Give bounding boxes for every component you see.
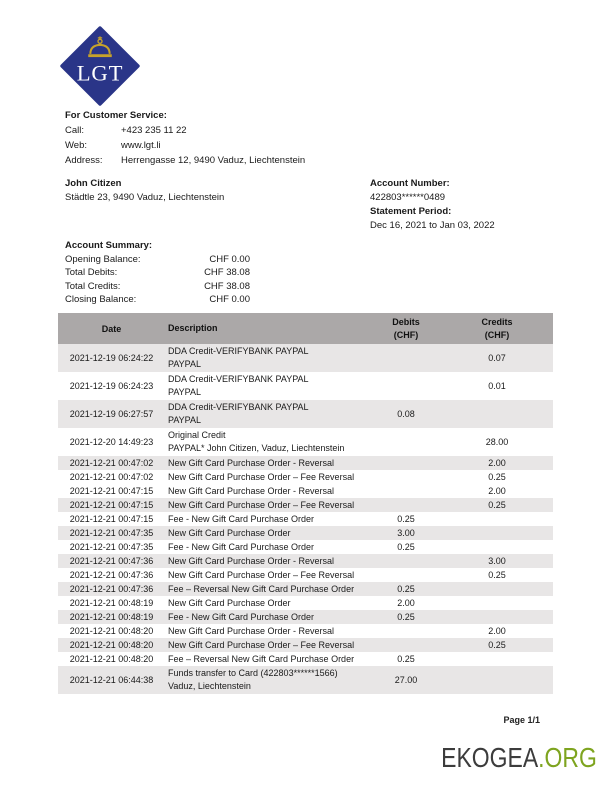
- transaction-row: [58, 624, 553, 638]
- transaction-description-line: New Gift Card Purchase Order – Fee Reversal: [168, 499, 355, 510]
- summary-row-value: CHF 0.00: [209, 253, 250, 265]
- transaction-debit: [365, 624, 447, 638]
- transaction-debit: [365, 456, 447, 470]
- customer-service-row-value: Herrengasse 12, 9490 Vaduz, Liechtenstein: [121, 155, 306, 166]
- customer-service-row-label: Address:: [65, 155, 103, 166]
- transaction-date: 2021-12-19 06:27:57: [69, 409, 154, 419]
- header-date: Date: [101, 323, 122, 334]
- summary-row-label: Closing Balance:: [65, 294, 137, 305]
- customer-service-row-value: www.lgt.li: [121, 140, 161, 151]
- summary-row-label: Total Debits:: [65, 267, 118, 278]
- transaction-date: 2021-12-21 00:47:02: [69, 458, 154, 468]
- account-info-block: [370, 177, 495, 233]
- transaction-date: 2021-12-21 00:47:36: [69, 584, 154, 594]
- transaction-debit: [365, 484, 447, 498]
- transaction-date: 2021-12-21 00:47:36: [69, 556, 154, 566]
- transaction-date: 2021-12-20 14:49:23: [69, 437, 154, 447]
- transaction-description-line: Original Credit: [168, 430, 226, 440]
- transaction-credit: [447, 652, 547, 666]
- logo-text: LGT: [76, 60, 124, 86]
- customer-service-row-label: Call:: [65, 125, 85, 136]
- transaction-description-line: New Gift Card Purchase Order: [168, 527, 291, 538]
- account-summary-heading: Account Summary:: [65, 240, 153, 251]
- transaction-credit: [447, 596, 547, 610]
- transaction-description-line: PAYPAL: [168, 359, 202, 369]
- transaction-debit: [365, 638, 447, 652]
- customer-service-row: [65, 123, 305, 138]
- transaction-description-line: Fee - New Gift Card Purchase Order: [168, 611, 315, 622]
- ekogea-watermark: [441, 742, 597, 774]
- transaction-description: [165, 526, 365, 540]
- transaction-credit: 0.07: [488, 353, 506, 363]
- ekogea-brand-name: EKOGEA: [441, 742, 539, 773]
- transaction-description-line: New Gift Card Purchase Order – Fee Reversal: [168, 639, 355, 650]
- account-number-label: Account Number:: [370, 178, 450, 189]
- transaction-date: 2021-12-21 00:47:15: [69, 514, 154, 524]
- summary-row-label: Opening Balance:: [65, 253, 141, 265]
- statement-period-label: Statement Period:: [370, 206, 452, 217]
- transaction-description: [165, 344, 365, 372]
- transaction-row: [58, 372, 553, 400]
- transaction-description: [165, 512, 365, 526]
- transaction-credit: [447, 526, 547, 540]
- transaction-description-line: Fee – Reversal New Gift Card Purchase Order: [168, 583, 355, 594]
- transactions-table: [58, 313, 553, 694]
- transaction-debit: 0.25: [397, 542, 415, 552]
- header-credits-line2: (CHF): [484, 329, 510, 340]
- transaction-date: 2021-12-21 00:48:20: [69, 626, 154, 636]
- transaction-credit: [447, 540, 547, 554]
- transaction-debit: 2.00: [397, 598, 415, 608]
- account-number-value: 422803******0489: [370, 192, 446, 203]
- transaction-description: [165, 456, 365, 470]
- transaction-row: [58, 498, 553, 512]
- transaction-description-line: New Gift Card Purchase Order - Reversal: [168, 457, 335, 468]
- transaction-description-line: Vaduz, Liechtenstein: [168, 681, 251, 691]
- transaction-date: 2021-12-19 06:24:22: [69, 353, 154, 363]
- transaction-description: [165, 666, 365, 694]
- header-debits-line2: (CHF): [393, 329, 419, 340]
- header-debits-line1: Debits: [392, 316, 420, 327]
- transaction-debit: 0.25: [397, 612, 415, 622]
- transaction-row: [58, 610, 553, 624]
- transaction-debit: 0.25: [397, 584, 415, 594]
- transaction-description-line: Fee - New Gift Card Purchase Order: [168, 541, 315, 552]
- account-holder-name: John Citizen: [65, 178, 122, 189]
- customer-service-row: [65, 138, 305, 153]
- transaction-date: 2021-12-21 06:44:38: [69, 675, 154, 685]
- summary-row: [65, 253, 250, 267]
- transaction-row: [58, 582, 553, 596]
- account-holder-address: Städtle 23, 9490 Vaduz, Liechtenstein: [65, 192, 225, 203]
- header-credits: [447, 313, 547, 344]
- summary-row: [65, 280, 250, 294]
- transaction-debit: [365, 554, 447, 568]
- customer-service-row-label: Web:: [65, 140, 88, 151]
- customer-service-rows: [65, 123, 305, 168]
- transaction-debit: 27.00: [394, 675, 418, 685]
- transaction-description-line: DDA Credit-VERIFYBANK PAYPAL: [168, 346, 309, 356]
- lgt-logo: [58, 24, 142, 108]
- transaction-description-line: Fee - New Gift Card Purchase Order: [168, 513, 315, 524]
- transaction-description-line: DDA Credit-VERIFYBANK PAYPAL: [168, 374, 309, 384]
- customer-service-heading: For Customer Service:: [65, 110, 167, 121]
- transaction-debit: [365, 568, 447, 582]
- transaction-row: [58, 470, 553, 484]
- transaction-debit: 0.25: [397, 654, 415, 664]
- transaction-row: [58, 400, 553, 428]
- transaction-credit: 0.25: [488, 640, 506, 650]
- header-credits-line1: Credits: [481, 316, 513, 327]
- transaction-date: 2021-12-21 00:47:15: [69, 486, 154, 496]
- transaction-row: [58, 554, 553, 568]
- transaction-debit: 0.25: [397, 514, 415, 524]
- transaction-description-line: Funds transfer to Card (422803******1566): [168, 668, 338, 678]
- transaction-row: [58, 540, 553, 554]
- transaction-row: [58, 638, 553, 652]
- transaction-description-line: PAYPAL: [168, 415, 202, 425]
- transaction-description-line: PAYPAL: [168, 387, 202, 397]
- transaction-description: [165, 610, 365, 624]
- transaction-description: [165, 554, 365, 568]
- transaction-row: [58, 344, 553, 372]
- transaction-description: [165, 428, 365, 456]
- transaction-row: [58, 666, 553, 694]
- transaction-date: 2021-12-21 00:47:02: [69, 472, 154, 482]
- summary-row-value: CHF 0.00: [209, 294, 250, 305]
- transaction-credit: [447, 512, 547, 526]
- summary-row-label: Total Credits:: [65, 280, 121, 292]
- transaction-credit: 2.00: [488, 486, 506, 496]
- transaction-description: [165, 624, 365, 638]
- transaction-debit: 3.00: [397, 528, 415, 538]
- transaction-date: 2021-12-21 00:47:36: [69, 570, 154, 580]
- transaction-row: [58, 526, 553, 540]
- transaction-date: 2021-12-19 06:24:23: [69, 381, 154, 391]
- transaction-description-line: Fee – Reversal New Gift Card Purchase Order: [168, 653, 355, 664]
- transaction-description: [165, 568, 365, 582]
- account-holder-block: [65, 177, 224, 205]
- transaction-description: [165, 498, 365, 512]
- transaction-row: [58, 456, 553, 470]
- transaction-description: [165, 652, 365, 666]
- transaction-description-line: New Gift Card Purchase Order - Reversal: [168, 625, 335, 636]
- transaction-date: 2021-12-21 00:47:35: [69, 542, 154, 552]
- transaction-debit: [365, 498, 447, 512]
- ekogea-brand-tld: .ORG: [538, 742, 597, 773]
- transaction-description-line: New Gift Card Purchase Order - Reversal: [168, 485, 335, 496]
- transaction-row: [58, 484, 553, 498]
- transaction-credit: 0.25: [488, 472, 506, 482]
- transaction-debit: [365, 344, 447, 372]
- summary-row-value: CHF 38.08: [204, 280, 250, 292]
- transaction-credit: [447, 610, 547, 624]
- summary-row: [65, 266, 250, 280]
- transaction-debit: [365, 428, 447, 456]
- transaction-description-line: PAYPAL* John Citizen, Vaduz, Liechtenstein: [168, 443, 345, 453]
- transactions-body: [58, 344, 553, 694]
- transactions-header-row: [58, 313, 553, 344]
- transaction-description: [165, 400, 365, 428]
- transaction-credit: 2.00: [488, 458, 506, 468]
- account-summary-block: [65, 239, 250, 307]
- customer-service-row-value: +423 235 11 22: [121, 125, 187, 136]
- transaction-description-line: New Gift Card Purchase Order - Reversal: [168, 555, 335, 566]
- customer-service-block: [65, 108, 305, 168]
- transaction-row: [58, 596, 553, 610]
- transaction-credit: [447, 582, 547, 596]
- transaction-credit: 0.25: [488, 500, 506, 510]
- transaction-credit: 0.25: [488, 570, 506, 580]
- transaction-description-line: DDA Credit-VERIFYBANK PAYPAL: [168, 402, 309, 412]
- transaction-credit: 0.01: [488, 381, 506, 391]
- transaction-credit: 28.00: [485, 437, 509, 447]
- transaction-date: 2021-12-21 00:47:35: [69, 528, 154, 538]
- transaction-row: [58, 568, 553, 582]
- statement-period-value: Dec 16, 2021 to Jan 03, 2022: [370, 220, 495, 231]
- transaction-date: 2021-12-21 00:48:19: [69, 612, 154, 622]
- transaction-date: 2021-12-21 00:48:19: [69, 598, 154, 608]
- header-debits: [365, 313, 447, 344]
- transaction-credit: 2.00: [488, 626, 506, 636]
- transaction-debit: [365, 470, 447, 484]
- transaction-description: [165, 484, 365, 498]
- transaction-date: 2021-12-21 00:48:20: [69, 654, 154, 664]
- transaction-credit: [447, 400, 547, 428]
- transaction-row: [58, 512, 553, 526]
- transaction-debit: 0.08: [397, 409, 415, 419]
- transaction-description-line: New Gift Card Purchase Order: [168, 597, 291, 608]
- transaction-description: [165, 372, 365, 400]
- account-summary-rows: [65, 253, 250, 307]
- summary-row: [65, 293, 250, 307]
- transaction-description: [165, 470, 365, 484]
- customer-service-row: [65, 153, 305, 168]
- transaction-credit: 3.00: [488, 556, 506, 566]
- transaction-description: [165, 638, 365, 652]
- header-description: Description: [168, 323, 218, 333]
- transaction-description-line: New Gift Card Purchase Order – Fee Reversal: [168, 569, 355, 580]
- transaction-row: [58, 428, 553, 456]
- page-number-label: Page 1/1: [503, 715, 540, 725]
- summary-row-value: CHF 38.08: [204, 267, 250, 278]
- transaction-description: [165, 540, 365, 554]
- transaction-debit: [365, 372, 447, 400]
- transaction-description: [165, 596, 365, 610]
- transaction-description-line: New Gift Card Purchase Order – Fee Reversal: [168, 471, 355, 482]
- transaction-description: [165, 582, 365, 596]
- transaction-date: 2021-12-21 00:48:20: [69, 640, 154, 650]
- transaction-date: 2021-12-21 00:47:15: [69, 500, 154, 510]
- transaction-row: [58, 652, 553, 666]
- transaction-credit: [447, 666, 547, 694]
